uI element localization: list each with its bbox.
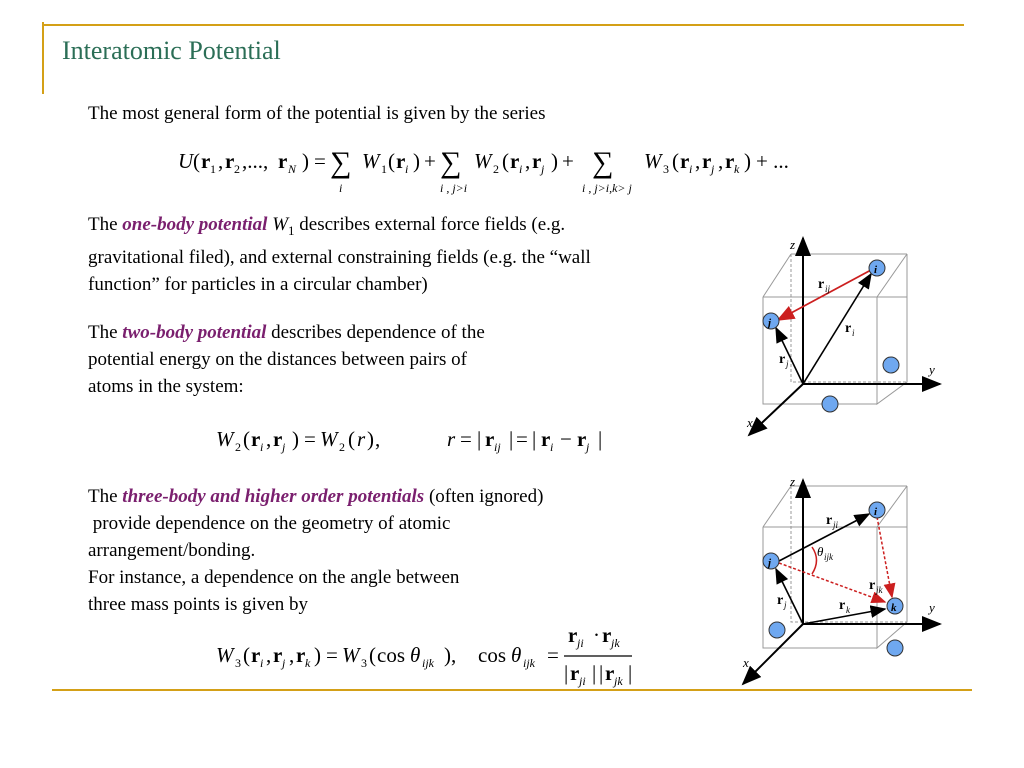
svg-text:=: = — [314, 149, 326, 173]
svg-text:,: , — [266, 643, 272, 667]
svg-text:3: 3 — [663, 162, 669, 176]
label-ri: r — [845, 321, 852, 336]
svg-text:(: ( — [243, 427, 250, 451]
svg-text:r: r — [725, 149, 735, 173]
svg-text:|: | — [477, 427, 482, 451]
svg-text:i , j>i: i , j>i — [440, 181, 468, 195]
pair-axes — [749, 238, 940, 435]
svg-text:|: | — [628, 661, 633, 685]
svg-text:,...,: ,..., — [242, 149, 269, 173]
svg-text:(: ( — [243, 643, 250, 667]
svg-text:): ) — [292, 427, 299, 451]
svg-text:,: , — [525, 149, 531, 173]
svg-text:cos: cos — [377, 643, 405, 667]
svg-text:i: i — [260, 440, 264, 454]
svg-text:r: r — [251, 643, 261, 667]
svg-text:ij: ij — [494, 440, 501, 454]
svg-text:(: ( — [672, 149, 679, 173]
svg-text:,: , — [375, 427, 381, 451]
triplet-axis-x: x — [743, 655, 749, 670]
svg-text:k: k — [846, 605, 850, 615]
two-body-equation — [212, 420, 652, 460]
svg-text:r: r — [201, 149, 211, 173]
three-body-equation — [212, 624, 652, 688]
pair-diagram — [735, 232, 955, 437]
svg-text:N: N — [288, 162, 297, 176]
svg-text:r: r — [605, 661, 615, 685]
svg-text:k: k — [305, 656, 311, 670]
svg-text:−: − — [560, 427, 572, 451]
svg-text:i: i — [405, 162, 409, 176]
svg-text:i: i — [339, 181, 343, 195]
label-rji: r — [826, 513, 833, 528]
one-body-term: one-body potential — [122, 214, 268, 235]
svg-text:W: W — [644, 149, 662, 173]
svg-text:3: 3 — [235, 656, 241, 670]
triplet-axis-z: z — [790, 474, 796, 489]
title-accent-line — [42, 22, 44, 94]
svg-text:,: , — [695, 149, 701, 173]
svg-text:,: , — [218, 149, 224, 173]
svg-text:ji: ji — [577, 636, 584, 650]
triplet-axis-y: y — [929, 600, 935, 615]
label-rj: r — [777, 593, 784, 608]
svg-text:3: 3 — [361, 656, 367, 670]
svg-text:,: , — [266, 427, 272, 451]
triplet-diagram — [735, 472, 955, 687]
slide-title: Interatomic Potential — [62, 36, 281, 65]
svg-text:ji: ji — [833, 520, 839, 530]
svg-text:r: r — [680, 149, 690, 173]
svg-text:+: + — [424, 149, 436, 173]
svg-text:(: ( — [369, 643, 376, 667]
svg-text:r: r — [357, 427, 366, 451]
svg-text:(: ( — [348, 427, 355, 451]
svg-text:r: r — [278, 149, 288, 173]
angle-arc — [812, 547, 817, 574]
svg-text:∑: ∑ — [440, 146, 462, 179]
svg-text:i: i — [874, 506, 878, 518]
svg-text:i: i — [852, 328, 855, 338]
svg-text:k: k — [734, 162, 740, 176]
svg-text:·: · — [593, 624, 600, 647]
svg-text:W: W — [362, 149, 380, 173]
svg-text:r: r — [485, 427, 495, 451]
two-body-paragraph: The two-body potential describes dependence of the potential energy on the distances between pairs of atoms in the system: — [88, 322, 485, 397]
top-rule — [42, 24, 964, 26]
svg-text:r: r — [510, 149, 520, 173]
svg-text:∑: ∑ — [592, 146, 614, 179]
svg-text:2: 2 — [493, 162, 499, 176]
svg-text:W: W — [474, 149, 492, 173]
svg-text:i: i — [874, 264, 878, 276]
svg-text:): ) — [367, 427, 374, 451]
svg-text:jk: jk — [876, 585, 883, 595]
svg-text:j: j — [784, 600, 787, 610]
svg-text:): ) — [413, 149, 420, 173]
svg-text:ijk: ijk — [824, 552, 833, 562]
svg-text:=: = — [460, 427, 472, 451]
intro-text: The most general form of the potential is given by the series — [88, 103, 546, 124]
one-body-paragraph: The one-body potential $W_1$ describes external force fields (e.g. gravitational filed), and external constraining fields (e.g. the “wall function” for particles in a circular chamber) — [88, 214, 591, 295]
atom-decor-1 — [769, 622, 785, 638]
svg-text:|: | — [592, 661, 597, 685]
svg-text:i: i — [550, 440, 554, 454]
pair-axis-x: x — [747, 415, 753, 430]
svg-text:=: = — [547, 643, 559, 667]
svg-text:ijk: ijk — [422, 656, 434, 670]
pair-box — [763, 254, 907, 404]
svg-text:(: ( — [502, 149, 509, 173]
svg-text:r: r — [296, 643, 306, 667]
triplet-position-arrows — [776, 514, 885, 624]
svg-text:r: r — [396, 149, 406, 173]
svg-text:∑: ∑ — [330, 146, 352, 179]
svg-text:j: j — [282, 656, 286, 670]
svg-text:θ: θ — [410, 643, 421, 667]
label-rij: r — [818, 277, 825, 292]
svg-text:): ) — [302, 149, 309, 173]
svg-text:j: j — [586, 440, 590, 454]
label-rj: r — [779, 352, 786, 367]
svg-text:r: r — [702, 149, 712, 173]
svg-text:i: i — [519, 162, 523, 176]
pair-axis-z: z — [790, 237, 796, 252]
label-theta: θ — [817, 544, 824, 559]
svg-text:W: W — [216, 427, 234, 451]
svg-text:ijk: ijk — [523, 656, 535, 670]
svg-text:j: j — [282, 440, 286, 454]
svg-text:|: | — [599, 661, 604, 685]
svg-text:jk: jk — [611, 636, 620, 650]
svg-text:): ) — [551, 149, 558, 173]
svg-text:2: 2 — [339, 440, 345, 454]
atom-decor-2 — [887, 640, 903, 656]
three-body-paragraph: The three-body and higher order potentials (often ignored) provide dependence on the geometry of atomic arrangement/bonding. For instance, a dependence on the angle between three mass points is given by — [88, 486, 544, 615]
svg-text:),: ), — [444, 643, 457, 667]
svg-text:(: ( — [193, 149, 200, 173]
svg-text:): ) — [744, 149, 751, 173]
svg-text:cos: cos — [478, 643, 506, 667]
svg-text:r: r — [273, 643, 283, 667]
svg-text:r: r — [541, 427, 551, 451]
svg-text:j: j — [541, 162, 545, 176]
svg-text:r: r — [602, 624, 612, 647]
svg-text:r: r — [251, 427, 261, 451]
atom-decor-2 — [822, 396, 838, 412]
svg-text:j: j — [768, 317, 772, 329]
svg-text:ij: ij — [825, 284, 831, 294]
svg-text:=: = — [516, 427, 528, 451]
svg-text:r: r — [570, 661, 580, 685]
svg-text:W: W — [342, 643, 360, 667]
svg-text:=: = — [304, 427, 316, 451]
svg-text:|: | — [509, 427, 514, 451]
svg-text:r: r — [447, 427, 456, 451]
svg-text:i , j>i,k> j: i , j>i,k> j — [582, 181, 632, 195]
two-body-term: two-body potential — [122, 322, 267, 343]
svg-text:θ: θ — [511, 643, 522, 667]
label-rjk: r — [869, 578, 876, 593]
series-equation — [170, 140, 810, 200]
svg-text:r: r — [532, 149, 542, 173]
svg-text:W: W — [320, 427, 338, 451]
atom-decor-1 — [883, 357, 899, 373]
svg-text:jk: jk — [614, 674, 623, 688]
svg-text:r: r — [577, 427, 587, 451]
svg-text:+ ...: + ... — [756, 149, 789, 173]
svg-text:|: | — [532, 427, 537, 451]
svg-text:ji: ji — [579, 674, 586, 688]
three-body-term: three-body and higher order potentials — [122, 486, 425, 507]
svg-text:|: | — [598, 427, 603, 451]
svg-text:i: i — [260, 656, 264, 670]
svg-text:r: r — [225, 149, 235, 173]
svg-text:r: r — [273, 427, 283, 451]
svg-text:i: i — [689, 162, 693, 176]
svg-text:,: , — [289, 643, 295, 667]
svg-text:1: 1 — [381, 162, 387, 176]
svg-text:2: 2 — [234, 162, 240, 176]
svg-text:(: ( — [388, 149, 395, 173]
label-rk: r — [839, 598, 846, 613]
svg-text:): ) — [314, 643, 321, 667]
svg-text:j: j — [786, 359, 789, 369]
svg-text:W: W — [216, 643, 234, 667]
svg-text:k: k — [891, 602, 897, 614]
svg-text:1: 1 — [210, 162, 216, 176]
bottom-rule — [52, 689, 972, 691]
svg-text:|: | — [564, 661, 569, 685]
pair-axis-y: y — [929, 362, 935, 377]
svg-text:j: j — [711, 162, 715, 176]
svg-text:2: 2 — [235, 440, 241, 454]
svg-text:,: , — [718, 149, 724, 173]
svg-text:r: r — [568, 624, 578, 647]
svg-text:j: j — [768, 557, 772, 569]
svg-text:=: = — [326, 643, 338, 667]
pair-rij-arrow — [778, 270, 871, 320]
triplet-axes — [743, 480, 940, 684]
svg-text:+: + — [562, 149, 574, 173]
svg-text:U: U — [178, 149, 194, 173]
